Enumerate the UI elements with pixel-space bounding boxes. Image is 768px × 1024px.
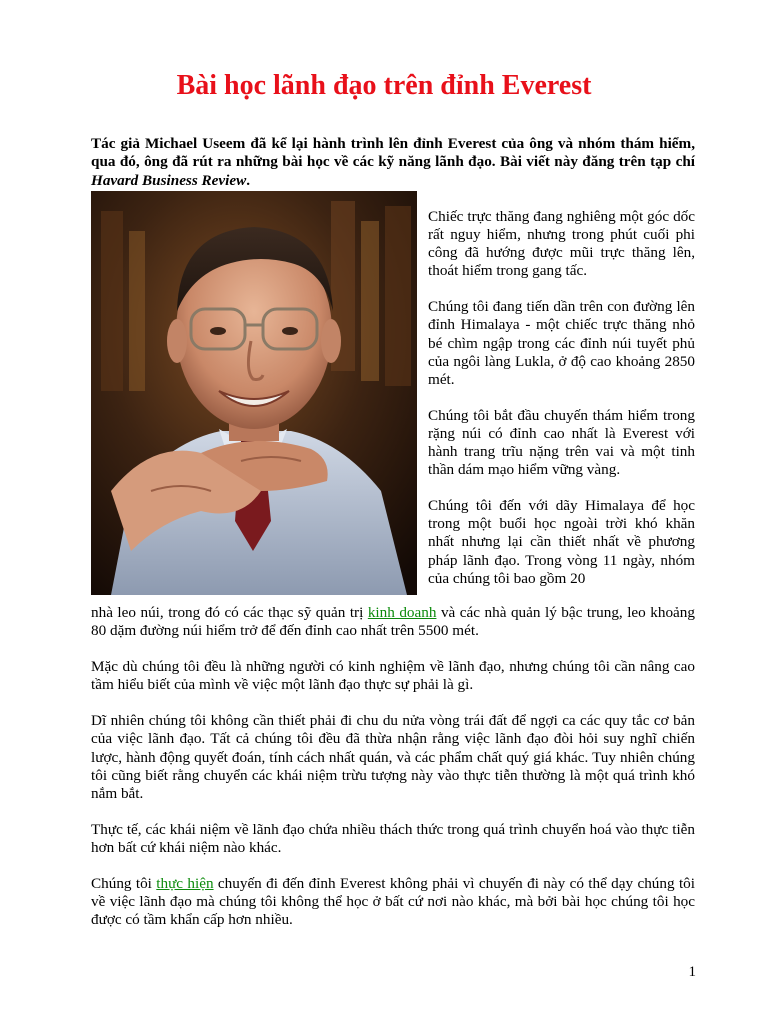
paragraph-leadership-class: Chúng tôi đến với dãy Himalaya để học trong một buổi học ngoài trời khó khăn nhất nhưng lại cần thiết nhất về phương pháp lãnh đạo. Trong vòng 11 ngày, nhóm của chúng tôi bao gồm 20 — [428, 497, 695, 587]
link-kinh-doanh[interactable]: kinh doanh — [367, 604, 437, 621]
reason-before: Chúng tôi — [91, 875, 157, 893]
intro-text: Tác giả Michael Useem đã kể lại hành trình lên đỉnh Everest của ông và nhóm thám hiểm, qua đó, ông đã rút ra những bài học về các kỹ năng lãnh đạo. Bài viết này đăng trên tạp chí — [91, 135, 695, 171]
magazine-name: Havard Business Review — [91, 171, 247, 189]
continuation-before: nhà leo núi, trong đó có các thạc sỹ quản trị — [91, 604, 368, 621]
right-column — [428, 208, 695, 588]
document-title: Bài học lãnh đạo trên đỉnh Everest — [176, 70, 592, 101]
page-number: 1 — [688, 964, 696, 980]
paragraph-reason — [91, 875, 695, 929]
paragraph-expedition-start: Chúng tôi bắt đầu chuyến thám hiểm trong rặng núi có đỉnh cao nhất là Everest với hành trang trĩu nặng trên vai và một tinh thần dám mạo hiểm vững vàng. — [428, 406, 695, 479]
paragraph-experience: Mặc dù chúng tôi đều là những người có kinh nghiệm về lãnh đạo, nhưng chúng tôi cần nâng cao tầm hiểu biết của mình về việc một lãnh đạo thực sự phải là gì. — [91, 658, 695, 694]
paragraph-challenges: Thực tế, các khái niệm về lãnh đạo chứa nhiều thách thức trong quá trình chuyển hoá vào thực tiễn hơn bất cứ khái niệm nào khác. — [91, 820, 695, 856]
paragraph-helicopter: Chiếc trực thăng đang nghiêng một góc dốc rất nguy hiểm, nhưng trong phút cuối phi công đã hướng được mũi trực thăng lên, thoát hiểm trong gang tấc. — [428, 208, 695, 280]
paragraph-continuation — [91, 604, 695, 640]
continuation-after: và các nhà quản lý bậc trung, leo khoảng 80 dặm đường núi hiểm trở để đến đỉnh cao nhất trên 5500 mét. — [91, 604, 695, 640]
intro-end: . — [246, 171, 251, 189]
portrait-illustration — [91, 191, 417, 595]
intro-paragraph — [91, 135, 695, 190]
paragraph-basic-rules: Dĩ nhiên chúng tôi không cần thiết phải đi chu du nửa vòng trái đất để ngợi ca các quy tắc cơ bản của việc lãnh đạo. Tất cả chúng tôi đều đã thừa nhận rằng việc lãnh đạo đòi hỏi suy nghĩ chiến lược, hành động quyết đoán, tính cách nhất quán, và các phẩm chất quý giá khác. Tuy nhiên chúng tôi cũng biết rằng chuyển các khái niệm trừu tượng này vào thực tiễn thường là một quá trình khó nắm bắt. — [91, 712, 695, 802]
paragraph-himalaya-route: Chúng tôi đang tiến dần trên con đường lên đỉnh Himalaya - một chiếc trực thăng nhỏ bé chìm ngập trong các đỉnh núi tuyết phủ của ngôi làng Lukla, ở độ cao khoảng 2850 mét. — [428, 298, 695, 388]
main-body — [91, 604, 695, 947]
author-photo — [91, 191, 417, 595]
link-thuc-hien[interactable]: thực hiện — [156, 875, 214, 893]
reason-after: chuyến đi đến đỉnh Everest không phải vì chuyến đi này có thể dạy chúng tôi về việc lãnh đạo mà chúng tôi không thể học ở bất cứ nơi nào khác, mà bởi bài học chúng tôi học được có tầm khẩn cấp hơn nhiều. — [91, 875, 695, 929]
